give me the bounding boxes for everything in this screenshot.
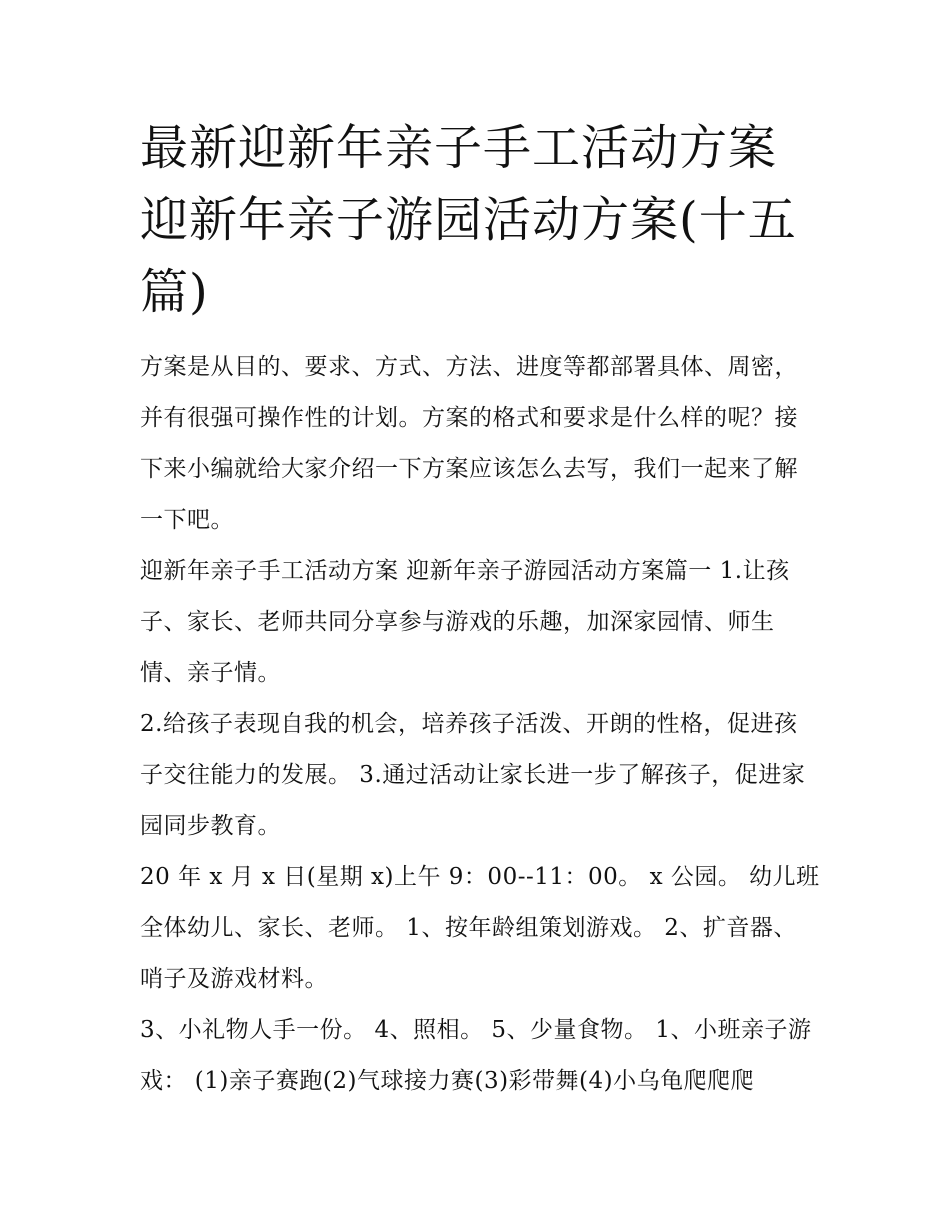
document-page [140,112,820,1107]
paragraph-goals: 2.给孩子表现自我的机会，培养孩子活泼、开朗的性格，促进孩子交往能力的发展。 3.通过活动让家长进一步了解孩子，促进家园同步教育。 [140,711,806,839]
paragraph-time-place: 20 年 x 月 x 日(星期 x)上午 9：00--11：00。 x 公园。 幼儿班全体幼儿、家长、老师。 1、按年龄组策划游戏。 2、扩音器、哨子及游戏材料。 [140,864,820,992]
paragraph-intro: 方案是从目的、要求、方式、方法、进度等都部署具体、周密，并有很强可操作性的计划。方案的格式和要求是什么样的呢？接下来小编就给大家介绍一下方案应该怎么去写，我们一起来了解一下吧。 [140,354,798,533]
document-body [140,342,820,1107]
paragraph-preparation: 3、小礼物人手一份。 4、照相。 5、少量食物。 1、小班亲子游戏： (1)亲子赛跑(2)气球接力赛(3)彩带舞(4)小乌龟爬爬爬 [140,1017,812,1094]
document-title: 最新迎新年亲子手工活动方案 迎新年亲子游园活动方案(十五篇) [140,120,797,320]
paragraph-section-one: 迎新年亲子手工活动方案 迎新年亲子游园活动方案篇一 1.让孩子、家长、老师共同分享参与游戏的乐趣，加深家园情、师生情、亲子情。 [140,558,790,686]
